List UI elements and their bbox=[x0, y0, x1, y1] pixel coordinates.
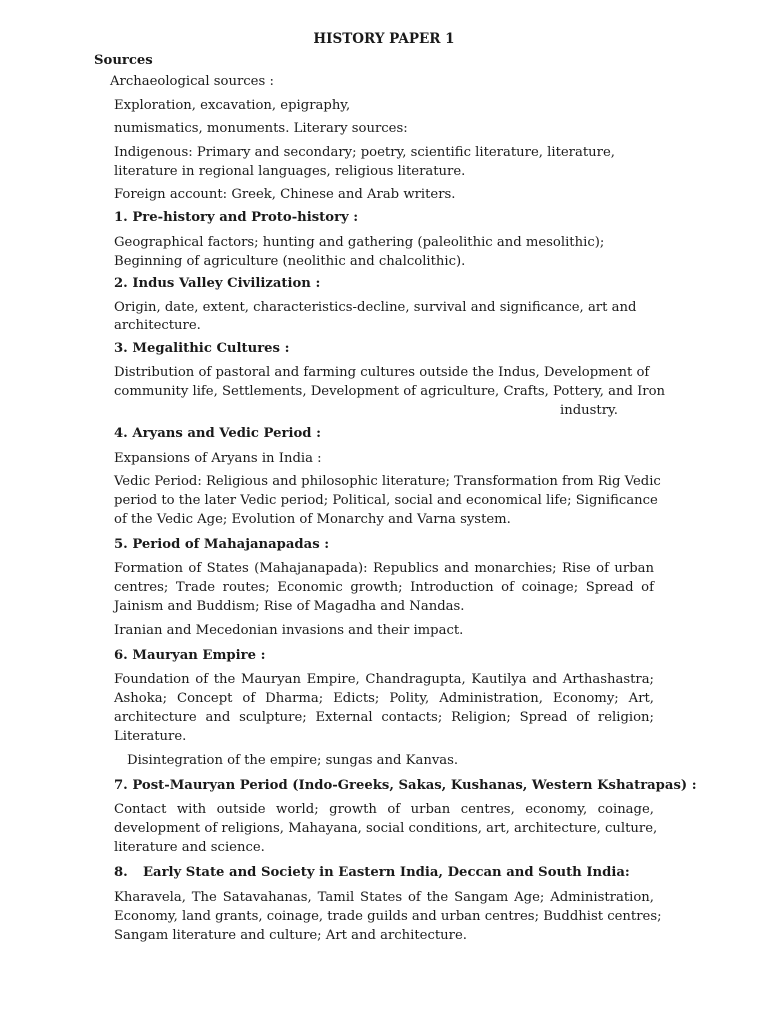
section-line: Geographical factors; hunting and gathering (paleolithic and mesolithic); bbox=[114, 235, 605, 250]
page-title: HISTORY PAPER 1 bbox=[313, 31, 455, 47]
section-heading: Early State and Society in Eastern India, Deccan and South India: bbox=[143, 865, 630, 880]
section-heading: 1. Pre-history and Proto-history : bbox=[114, 210, 359, 225]
section-line: literature and science. bbox=[114, 840, 265, 855]
sources-line: Exploration, excavation, epigraphy, bbox=[114, 98, 351, 113]
section-line: Jainism and Buddism; Rise of Magadha and Nandas. bbox=[114, 599, 465, 614]
sources-heading: Sources bbox=[94, 53, 153, 68]
section-line: Expansions of Aryans in India : bbox=[114, 451, 322, 466]
sources-line: numismatics, monuments. Literary sources: bbox=[114, 121, 408, 136]
section-line: Beginning of agriculture (neolithic and chalcolithic). bbox=[114, 254, 466, 269]
section-heading: 3. Megalithic Cultures : bbox=[114, 341, 290, 356]
section-heading: 7. Post-Mauryan Period (Indo-Greeks, Sakas, Kushanas, Western Kshatrapas) : bbox=[114, 778, 697, 793]
section-line: architecture. bbox=[114, 318, 201, 333]
sources-line: Indigenous: Primary and secondary; poetry, scientific literature, literature, bbox=[114, 145, 615, 160]
section-line: Foundation of the Mauryan Empire, Chandragupta, Kautilya and Arthashastra; bbox=[114, 672, 654, 687]
sources-line: Archaeological sources : bbox=[110, 74, 274, 89]
section-line: period to the later Vedic period; Political, social and economical life; Significance bbox=[114, 493, 658, 508]
sources-line: Foreign account: Greek, Chinese and Arab writers. bbox=[114, 187, 456, 202]
section-heading: 6. Mauryan Empire : bbox=[114, 648, 266, 663]
section-line: Economy, land grants, coinage, trade guilds and urban centres; Buddhist centres; bbox=[114, 909, 662, 924]
section-number: 8. bbox=[114, 865, 128, 880]
section-line: community life, Settlements, Development of agriculture, Crafts, Pottery, and Iron bbox=[114, 384, 666, 399]
sources-line: literature in regional languages, religious literature. bbox=[114, 164, 466, 179]
section-line: Formation of States (Mahajanapada): Republics and monarchies; Rise of urban bbox=[114, 561, 654, 576]
section-line: Kharavela, The Satavahanas, Tamil States of the Sangam Age; Administration, bbox=[114, 890, 654, 905]
section-line: Sangam literature and culture; Art and architecture. bbox=[114, 928, 467, 943]
section-line: Iranian and Mecedonian invasions and their impact. bbox=[114, 623, 464, 638]
section-line: architecture and sculpture; External contacts; Religion; Spread of religion; bbox=[114, 710, 654, 725]
section-line: Literature. bbox=[114, 729, 187, 744]
section-line: Origin, date, extent, characteristics-decline, survival and significance, art and bbox=[114, 300, 637, 315]
section-line: industry. bbox=[560, 403, 618, 418]
section-line: Contact with outside world; growth of urban centres, economy, coinage, bbox=[114, 802, 654, 817]
section-line: of the Vedic Age; Evolution of Monarchy and Varna system. bbox=[114, 512, 511, 527]
section-line: Disintegration of the empire; sungas and Kanvas. bbox=[127, 753, 459, 768]
section-line: centres; Trade routes; Economic growth; Introduction of coinage; Spread of bbox=[114, 580, 654, 595]
section-heading: 5. Period of Mahajanapadas : bbox=[114, 537, 330, 552]
section-heading: 4. Aryans and Vedic Period : bbox=[114, 426, 321, 441]
section-heading: 2. Indus Valley Civilization : bbox=[114, 276, 321, 291]
section-line: Distribution of pastoral and farming cultures outside the Indus, Development of bbox=[114, 365, 650, 380]
section-line: development of religions, Mahayana, social conditions, art, architecture, culture, bbox=[114, 821, 658, 836]
section-line: Ashoka; Concept of Dharma; Edicts; Polity, Administration, Economy; Art, bbox=[114, 691, 654, 706]
section-line: Vedic Period: Religious and philosophic literature; Transformation from Rig Vedic bbox=[114, 474, 661, 489]
